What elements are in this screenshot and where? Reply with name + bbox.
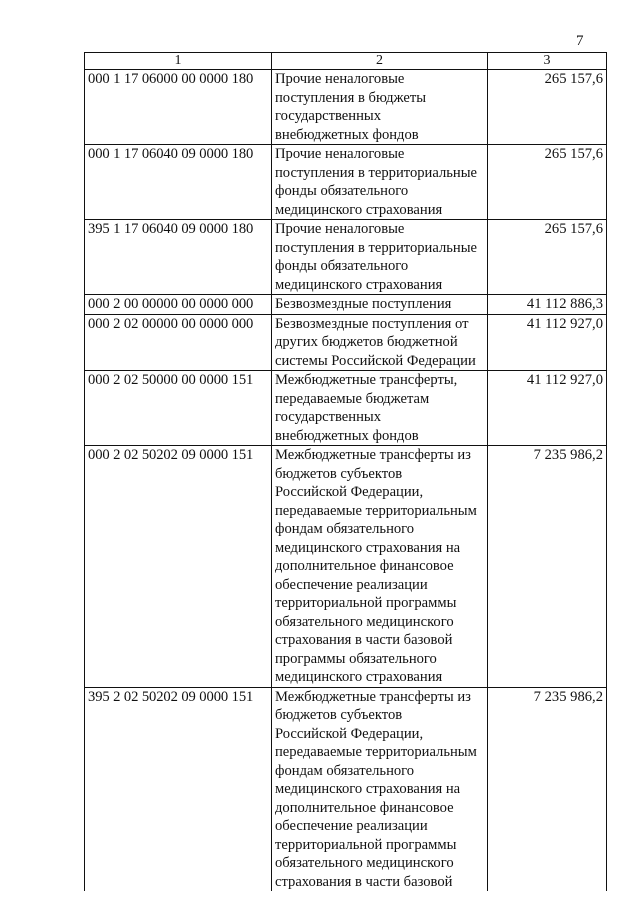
income-name-line: обеспечение реализации [275,576,428,593]
income-name-line: обеспечение реализации [275,818,428,834]
amount-cell: 7 235 986,2 [488,446,607,688]
income-name-line: государственных [275,409,382,425]
amount-cell: 265 157,6 [488,145,607,220]
income-name-line: территориальной программы [275,595,457,611]
income-name-line: страхования в части базовой [275,873,453,890]
table-row [85,371,607,446]
table-row [85,295,607,315]
page-number: 7 [576,33,584,49]
income-name-line: дополнительное финансовое [275,799,454,816]
income-name-line: передаваемые бюджетам [275,390,430,407]
income-name-line: Безвозмездные поступления от [275,315,469,332]
income-name-line: внебюджетных фондов [275,126,419,143]
income-name-line: передаваемые территориальным [275,744,477,760]
column-header-code: 1 [85,53,272,70]
table-row [85,220,607,295]
income-name-cell [272,70,488,145]
amount-cell: 41 112 927,0 [488,314,607,371]
income-name-line: бюджетов субъектов [275,707,403,723]
amount-cell: 265 157,6 [488,220,607,295]
income-name-line: страхования в части базовой [275,632,453,648]
table-row [85,687,607,891]
budget-code-cell: 395 1 17 06040 09 0000 180 [85,220,272,295]
column-header-name: 2 [272,53,488,70]
amount-cell: 41 112 886,3 [488,295,607,315]
budget-code-cell: 000 1 17 06000 00 0000 180 [85,70,272,145]
income-name-line: фондам обязательного [275,762,415,779]
income-name-cell [272,145,488,220]
amount-cell: 265 157,6 [488,70,607,145]
budget-code-cell: 000 2 02 00000 00 0000 000 [85,314,272,371]
budget-revenue-table [84,52,607,891]
amount-cell: 7 235 986,2 [488,687,607,891]
income-name-cell [272,371,488,446]
income-name-line: медицинского страхования [275,276,443,293]
table-row [85,314,607,371]
income-name-line: государственных [275,108,382,124]
income-name-line: Прочие неналоговые [275,221,405,237]
income-name-line: Прочие неналоговые [275,71,405,87]
income-name-line: поступления в территориальные [275,239,478,256]
income-name-line: медицинского страхования на [275,781,461,797]
income-name-line: бюджетов субъектов [275,465,403,482]
income-name-line: фонды обязательного [275,258,409,274]
table-row [85,446,607,688]
budget-code-cell: 000 2 00 00000 00 0000 000 [85,295,272,315]
income-name-line: поступления в бюджеты [275,89,427,106]
income-name-line: передаваемые территориальным [275,502,477,519]
income-name-cell [272,220,488,295]
income-name-cell [272,314,488,371]
income-name-cell [272,687,488,891]
income-name-line: программы обязательного [275,650,437,667]
income-name-line: медицинского страхования на [275,539,461,556]
income-name-line: Межбюджетные трансферты из [275,447,471,463]
amount-cell: 41 112 927,0 [488,371,607,446]
income-name-line: фондам обязательного [275,521,415,537]
income-name-line: Межбюджетные трансферты, [275,372,458,388]
budget-code-cell: 000 2 02 50000 00 0000 151 [85,371,272,446]
table-row [85,145,607,220]
table-header-row [85,53,607,70]
income-name-line: территориальной программы [275,836,457,853]
income-name-cell [272,446,488,688]
budget-code-cell: 000 1 17 06040 09 0000 180 [85,145,272,220]
budget-code-cell: 395 2 02 50202 09 0000 151 [85,687,272,891]
income-name-line: дополнительное финансовое [275,558,454,574]
income-name-line: системы Российской Федерации [275,352,476,369]
column-header-amount: 3 [488,53,607,70]
income-name-line: медицинского страхования [275,669,443,685]
income-name-line: внебюджетных фондов [275,427,419,444]
income-name-line: медицинского страхования [275,201,443,218]
income-name-line: обязательного медицинского [275,613,454,630]
income-name-line: Прочие неналоговые [275,146,405,162]
income-name-line: Безвозмездные поступления [275,296,452,312]
income-name-line: фонды обязательного [275,183,409,199]
income-name-line: обязательного медицинского [275,855,454,871]
table-row [85,70,607,145]
income-name-line: Российской Федерации, [275,484,424,500]
income-name-line: Межбюджетные трансферты из [275,688,471,705]
income-name-line: поступления в территориальные [275,164,478,181]
income-name-line: других бюджетов бюджетной [275,334,458,350]
budget-code-cell: 000 2 02 50202 09 0000 151 [85,446,272,688]
income-name-line: Российской Федерации, [275,725,424,742]
income-name-cell [272,295,488,315]
